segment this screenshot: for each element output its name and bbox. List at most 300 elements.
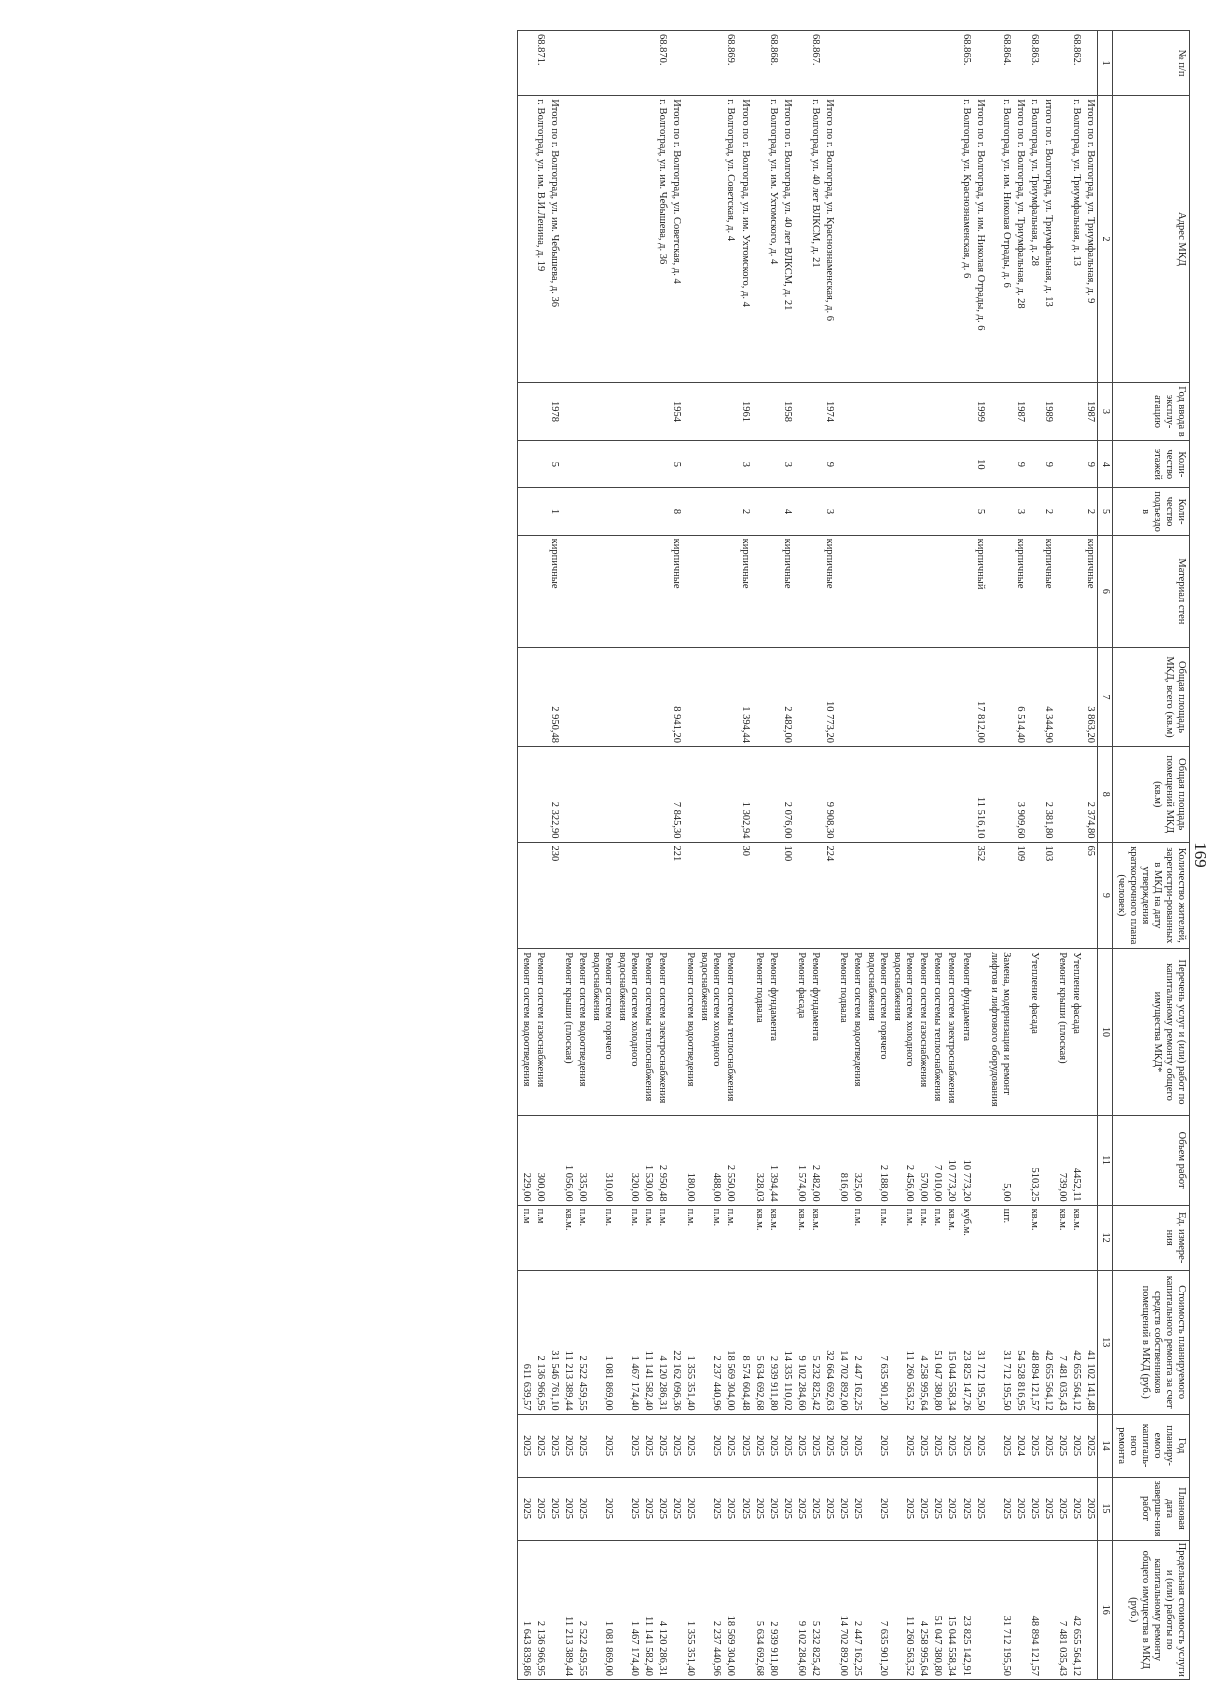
cell-address	[518, 96, 533, 383]
cell-works	[547, 949, 561, 1115]
cell-max-cost	[1083, 1540, 1098, 1680]
cell-cost: 42 655 564,12	[1041, 1270, 1055, 1414]
cell-residents	[1055, 842, 1069, 949]
cell-unit	[780, 1205, 794, 1270]
cell-year-built	[836, 382, 850, 440]
cell-max-cost: 2 237 440,96	[697, 1540, 723, 1680]
cell-total-area: 10 773,20	[822, 648, 836, 747]
cell-wall-material: кирпичные	[669, 535, 683, 647]
cell-floors	[575, 441, 589, 488]
cell-residents	[794, 842, 808, 949]
cell-wall-material: кирпичные	[1083, 535, 1098, 647]
cell-year-built	[766, 382, 780, 440]
cell-completion-date: 2025	[890, 1477, 916, 1540]
cell-volume	[547, 1115, 561, 1205]
cell-wall-material	[930, 535, 944, 647]
header-total-area: Общая площадь МКД, всего (кв.м)	[1112, 648, 1189, 747]
cell-residents	[697, 842, 723, 949]
header-volume: Объем работ	[1112, 1115, 1189, 1205]
cell-wall-material	[561, 535, 575, 647]
cell-address: г. Волгоград, ул. Триумфальная, д. 28	[1027, 96, 1041, 383]
header-cost: Стоимость планируемого капитального ремонта за счет средств собственников помещений в МКД (руб.)	[1112, 1270, 1189, 1414]
cell-unit: кв.м.	[1069, 1205, 1083, 1270]
cell-number: 68.868.	[766, 31, 780, 96]
cell-volume: 1 574,00	[794, 1115, 808, 1205]
table-row	[575, 31, 589, 1680]
cell-works	[669, 949, 683, 1115]
table-row	[850, 31, 864, 1680]
cell-year-built	[890, 382, 916, 440]
cell-cost: 7 481 035,43	[1055, 1270, 1069, 1414]
cell-cost: 5 634 692,68	[752, 1270, 766, 1414]
cell-number	[794, 31, 808, 96]
cell-premises-area: 3 909,60	[1013, 746, 1027, 842]
cell-premises-area	[930, 746, 944, 842]
cell-planned-year: 2025	[808, 1414, 822, 1477]
cell-address	[930, 96, 944, 383]
cell-completion-date: 2025	[1041, 1477, 1055, 1540]
cell-planned-year: 2025	[987, 1414, 1013, 1477]
header-planned-year: Год планиру-емого капиталь-ного ремонта	[1112, 1414, 1189, 1477]
cell-floors	[890, 441, 916, 488]
cell-planned-year: 2025	[615, 1414, 641, 1477]
cell-floors	[589, 441, 615, 488]
column-number: 3	[1098, 382, 1113, 440]
cell-residents	[589, 842, 615, 949]
cell-max-cost: 5 634 692,68	[752, 1540, 766, 1680]
cell-floors	[518, 441, 533, 488]
cell-planned-year: 2025	[518, 1414, 533, 1477]
cell-total-area	[916, 648, 930, 747]
cell-number	[1041, 31, 1055, 96]
cell-unit: кв.м.	[561, 1205, 575, 1270]
cell-volume	[973, 1115, 987, 1205]
column-number: 1	[1098, 31, 1113, 96]
cell-unit	[738, 1205, 752, 1270]
cell-volume: 10 773,20	[959, 1115, 973, 1205]
cell-planned-year: 2025	[723, 1414, 737, 1477]
cell-premises-area	[836, 746, 850, 842]
cell-total-area	[766, 648, 780, 747]
table-row	[808, 31, 822, 1680]
cell-volume: 229,00	[518, 1115, 533, 1205]
table-row	[780, 31, 794, 1680]
cell-year-built	[615, 382, 641, 440]
cell-completion-date: 2025	[959, 1477, 973, 1540]
column-number: 15	[1098, 1477, 1113, 1540]
cell-wall-material	[1027, 535, 1041, 647]
cell-cost: 9 102 284,60	[794, 1270, 808, 1414]
cell-number	[890, 31, 916, 96]
cell-volume: 325,00	[850, 1115, 864, 1205]
cell-total-area	[697, 648, 723, 747]
cell-volume	[822, 1115, 836, 1205]
cell-cost: 54 528 816,95	[1013, 1270, 1027, 1414]
cell-year-built: 1999	[973, 382, 987, 440]
cell-wall-material: кирпичные	[822, 535, 836, 647]
cell-completion-date: 2025	[766, 1477, 780, 1540]
cell-cost: 4 258 995,64	[916, 1270, 930, 1414]
cell-unit: п.м.	[850, 1205, 864, 1270]
cell-number: 68.870.	[655, 31, 669, 96]
cell-floors	[987, 441, 1013, 488]
cell-floors	[752, 441, 766, 488]
cell-address: г. Волгоград, ул. им. Николая Отрады, д. 6	[987, 96, 1013, 383]
cell-floors: 5	[669, 441, 683, 488]
cell-volume: 4452,11	[1069, 1115, 1083, 1205]
cell-premises-area	[518, 746, 533, 842]
cell-max-cost: 9 102 284,60	[794, 1540, 808, 1680]
cell-max-cost: 4 120 286,31	[655, 1540, 669, 1680]
cell-entrances	[1055, 488, 1069, 535]
cell-entrances	[890, 488, 916, 535]
cell-volume	[780, 1115, 794, 1205]
cell-residents: 65	[1083, 842, 1098, 949]
cell-unit: п.м.	[683, 1205, 697, 1270]
table-row	[655, 31, 669, 1680]
repair-plan-table	[518, 30, 1191, 1680]
cell-residents	[987, 842, 1013, 949]
cell-entrances	[533, 488, 547, 535]
cell-entrances	[959, 488, 973, 535]
cell-wall-material	[683, 535, 697, 647]
table-row	[1027, 31, 1041, 1680]
cell-total-area	[959, 648, 973, 747]
cell-max-cost: 5 232 825,42	[808, 1540, 822, 1680]
cell-entrances	[518, 488, 533, 535]
cell-volume: 2 188,00	[864, 1115, 890, 1205]
cell-works: Ремонт системы теплоснабжения	[930, 949, 944, 1115]
cell-residents	[890, 842, 916, 949]
cell-premises-area: 2 381,80	[1041, 746, 1055, 842]
cell-residents: 100	[780, 842, 794, 949]
cell-planned-year: 2025	[561, 1414, 575, 1477]
cell-total-area	[987, 648, 1013, 747]
cell-year-built	[850, 382, 864, 440]
cell-number	[547, 31, 561, 96]
cell-cost: 41 102 141,48	[1083, 1270, 1098, 1414]
cell-wall-material: кирпичные	[780, 535, 794, 647]
cell-year-built	[575, 382, 589, 440]
cell-residents: 30	[738, 842, 752, 949]
cell-unit: кв.м.	[944, 1205, 958, 1270]
cell-number: 68.871.	[533, 31, 547, 96]
cell-cost: 11 141 582,40	[641, 1270, 655, 1414]
cell-premises-area	[794, 746, 808, 842]
cell-unit	[822, 1205, 836, 1270]
cell-unit: п.м.	[723, 1205, 737, 1270]
cell-premises-area	[655, 746, 669, 842]
cell-number	[561, 31, 575, 96]
cell-number: 68.869.	[723, 31, 737, 96]
cell-works: Утепление фасада	[1027, 949, 1041, 1115]
cell-entrances	[655, 488, 669, 535]
table-row	[561, 31, 575, 1680]
cell-works: Ремонт системы теплоснабжения	[641, 949, 655, 1115]
cell-unit: кв.м.	[1027, 1205, 1041, 1270]
cell-premises-area: 7 845,30	[669, 746, 683, 842]
cell-works	[822, 949, 836, 1115]
cell-year-built	[533, 382, 547, 440]
cell-unit	[669, 1205, 683, 1270]
cell-unit: п.м.	[641, 1205, 655, 1270]
cell-floors	[850, 441, 864, 488]
cell-cost: 2 522 459,55	[575, 1270, 589, 1414]
cell-total-area	[794, 648, 808, 747]
cell-completion-date: 2025	[723, 1477, 737, 1540]
cell-completion-date: 2025	[589, 1477, 615, 1540]
cell-wall-material	[944, 535, 958, 647]
cell-address: г. Волгоград, ул. им. Ухтомского, д. 4	[766, 96, 780, 383]
cell-number	[1055, 31, 1069, 96]
cell-address: Итого по г. Волгоград, ул. им. Чебышева, д. 36	[547, 96, 561, 383]
cell-address	[850, 96, 864, 383]
cell-floors	[683, 441, 697, 488]
cell-entrances	[944, 488, 958, 535]
cell-entrances	[864, 488, 890, 535]
header-completion-date: Плановая дата заверше-ния работ	[1112, 1477, 1189, 1540]
cell-residents	[836, 842, 850, 949]
cell-completion-date: 2025	[1083, 1477, 1098, 1540]
table-row	[738, 31, 752, 1680]
cell-unit: п.м	[518, 1205, 533, 1270]
cell-cost: 11 213 389,44	[561, 1270, 575, 1414]
cell-total-area	[723, 648, 737, 747]
cell-volume: 10 773,20	[944, 1115, 958, 1205]
cell-entrances	[930, 488, 944, 535]
table-row	[836, 31, 850, 1680]
cell-works: Ремонт подвала	[836, 949, 850, 1115]
header-number: № п/п	[1112, 31, 1189, 96]
cell-residents	[723, 842, 737, 949]
cell-entrances	[836, 488, 850, 535]
document-page	[60, 30, 1210, 1680]
cell-volume: 180,00	[683, 1115, 697, 1205]
cell-year-built	[655, 382, 669, 440]
cell-total-area	[890, 648, 916, 747]
cell-number	[1083, 31, 1098, 96]
cell-max-cost	[1041, 1540, 1055, 1680]
cell-wall-material	[1055, 535, 1069, 647]
column-number: 9	[1098, 842, 1113, 949]
cell-total-area	[752, 648, 766, 747]
cell-planned-year: 2025	[1041, 1414, 1055, 1477]
cell-works	[1083, 949, 1098, 1115]
cell-premises-area	[752, 746, 766, 842]
cell-max-cost: 42 655 564,12	[1069, 1540, 1083, 1680]
cell-volume: 2 950,48	[655, 1115, 669, 1205]
cell-unit: куб.м.	[959, 1205, 973, 1270]
cell-works: Ремонт систем электроснабжения	[655, 949, 669, 1115]
column-number-row	[1098, 31, 1113, 1680]
cell-total-area: 3 863,20	[1083, 648, 1098, 747]
cell-floors	[864, 441, 890, 488]
cell-works: Ремонт систем холодного водоснабжения	[697, 949, 723, 1115]
cell-address: г. Волгоград, ул. им. В.И.Ленина, д. 19	[533, 96, 547, 383]
cell-year-built	[683, 382, 697, 440]
cell-floors	[808, 441, 822, 488]
cell-wall-material: кирпичные	[1041, 535, 1055, 647]
cell-volume: 5103,25	[1027, 1115, 1041, 1205]
header-max-cost: Предельная стоимость услуги и (или) работы по капитальному ремонту общего имущества в МКД (руб.)	[1112, 1540, 1189, 1680]
cell-premises-area	[766, 746, 780, 842]
cell-address: г. Волгоград, ул. Краснознаменская, д. 6	[959, 96, 973, 383]
cell-unit: п.м.	[615, 1205, 641, 1270]
cell-entrances	[561, 488, 575, 535]
cell-completion-date: 2025	[808, 1477, 822, 1540]
cell-works: Ремонт систем электроснабжения	[944, 949, 958, 1115]
cell-year-built	[987, 382, 1013, 440]
cell-works: Ремонт систем водоотведения	[683, 949, 697, 1115]
cell-address	[641, 96, 655, 383]
cell-residents	[766, 842, 780, 949]
cell-floors: 5	[547, 441, 561, 488]
table-row	[794, 31, 808, 1680]
cell-volume: 2 482,00	[808, 1115, 822, 1205]
cell-max-cost: 1 467 174,40	[615, 1540, 641, 1680]
cell-floors	[641, 441, 655, 488]
cell-address: Итого по г. Волгоград, ул. Триумфальная, д. 9	[1083, 96, 1098, 383]
cell-year-built: 1961	[738, 382, 752, 440]
cell-volume: 2 550,00	[723, 1115, 737, 1205]
table-row	[589, 31, 615, 1680]
cell-planned-year: 2025	[575, 1414, 589, 1477]
cell-premises-area	[697, 746, 723, 842]
cell-number: 68.863.	[1027, 31, 1041, 96]
cell-works	[1013, 949, 1027, 1115]
cell-total-area: 17 812,00	[973, 648, 987, 747]
cell-wall-material	[850, 535, 864, 647]
cell-total-area	[1069, 648, 1083, 747]
cell-volume: 310,00	[589, 1115, 615, 1205]
table-row	[723, 31, 737, 1680]
cell-cost: 2 939 911,80	[766, 1270, 780, 1414]
cell-wall-material	[723, 535, 737, 647]
cell-premises-area	[561, 746, 575, 842]
cell-floors: 3	[780, 441, 794, 488]
cell-completion-date: 2025	[547, 1477, 561, 1540]
cell-number: 68.862.	[1069, 31, 1083, 96]
cell-completion-date: 2025	[752, 1477, 766, 1540]
cell-wall-material	[518, 535, 533, 647]
cell-number	[944, 31, 958, 96]
cell-entrances	[575, 488, 589, 535]
cell-unit: кв.м.	[766, 1205, 780, 1270]
cell-volume: 739,00	[1055, 1115, 1069, 1205]
header-year-built: Год ввода в эксплу-атацию	[1112, 382, 1189, 440]
cell-works: Ремонт фундамента	[808, 949, 822, 1115]
cell-floors: 9	[1083, 441, 1098, 488]
cell-max-cost: 2 939 911,80	[766, 1540, 780, 1680]
table-row	[916, 31, 930, 1680]
cell-completion-date: 2025	[1013, 1477, 1027, 1540]
cell-works: Ремонт крыши (плоская)	[561, 949, 575, 1115]
cell-premises-area	[864, 746, 890, 842]
cell-residents	[959, 842, 973, 949]
cell-completion-date: 2025	[864, 1477, 890, 1540]
cell-entrances: 2	[1041, 488, 1055, 535]
cell-planned-year: 2025	[752, 1414, 766, 1477]
cell-completion-date: 2025	[836, 1477, 850, 1540]
cell-entrances	[766, 488, 780, 535]
cell-residents: 230	[547, 842, 561, 949]
cell-completion-date: 2025	[944, 1477, 958, 1540]
table-row	[547, 31, 561, 1680]
cell-unit: п.м.	[589, 1205, 615, 1270]
cell-premises-area	[890, 746, 916, 842]
cell-total-area	[561, 648, 575, 747]
cell-wall-material	[864, 535, 890, 647]
cell-residents: 103	[1041, 842, 1055, 949]
cell-planned-year: 2025	[641, 1414, 655, 1477]
cell-total-area: 4 344,90	[1041, 648, 1055, 747]
cell-completion-date: 2025	[641, 1477, 655, 1540]
cell-entrances	[641, 488, 655, 535]
cell-floors	[836, 441, 850, 488]
table-row	[697, 31, 723, 1680]
cell-unit: шт.	[987, 1205, 1013, 1270]
cell-completion-date: 2025	[973, 1477, 987, 1540]
cell-residents	[1027, 842, 1041, 949]
cell-residents	[850, 842, 864, 949]
cell-year-built: 1958	[780, 382, 794, 440]
cell-completion-date: 2025	[916, 1477, 930, 1540]
cell-unit: п.м.	[890, 1205, 916, 1270]
cell-address: Итого по г. Волгоград, ул. Краснознаменская, д. 6	[822, 96, 836, 383]
cell-cost: 14 335 110,02	[780, 1270, 794, 1414]
cell-year-built	[697, 382, 723, 440]
cell-number	[518, 31, 533, 96]
cell-completion-date: 2025	[930, 1477, 944, 1540]
cell-planned-year: 2025	[683, 1414, 697, 1477]
cell-year-built	[752, 382, 766, 440]
cell-wall-material	[589, 535, 615, 647]
cell-number	[930, 31, 944, 96]
header-address: Адрес МКД	[1112, 96, 1189, 383]
cell-year-built	[959, 382, 973, 440]
cell-unit: п.м.	[697, 1205, 723, 1270]
column-number: 8	[1098, 746, 1113, 842]
cell-works: Ремонт фундамента	[959, 949, 973, 1115]
cell-wall-material	[752, 535, 766, 647]
cell-completion-date: 2025	[987, 1477, 1013, 1540]
cell-volume: 300,00	[533, 1115, 547, 1205]
cell-unit: кв.м.	[752, 1205, 766, 1270]
cell-planned-year: 2025	[850, 1414, 864, 1477]
cell-year-built	[1027, 382, 1041, 440]
cell-wall-material: кирпичные	[738, 535, 752, 647]
cell-number	[864, 31, 890, 96]
cell-premises-area	[1027, 746, 1041, 842]
cell-wall-material	[697, 535, 723, 647]
cell-cost: 1 081 869,00	[589, 1270, 615, 1414]
cell-floors	[723, 441, 737, 488]
cell-address: г. Волгоград, ул. Советская, д. 4	[723, 96, 737, 383]
cell-year-built: 1974	[822, 382, 836, 440]
cell-volume	[669, 1115, 683, 1205]
cell-max-cost	[973, 1540, 987, 1680]
table-row	[944, 31, 958, 1680]
cell-year-built	[944, 382, 958, 440]
cell-floors: 9	[1041, 441, 1055, 488]
cell-address	[864, 96, 890, 383]
cell-floors	[1055, 441, 1069, 488]
cell-planned-year: 2025	[836, 1414, 850, 1477]
cell-works: Ремонт систем водоотведения	[850, 949, 864, 1115]
cell-residents: 224	[822, 842, 836, 949]
cell-year-built	[794, 382, 808, 440]
cell-works	[973, 949, 987, 1115]
